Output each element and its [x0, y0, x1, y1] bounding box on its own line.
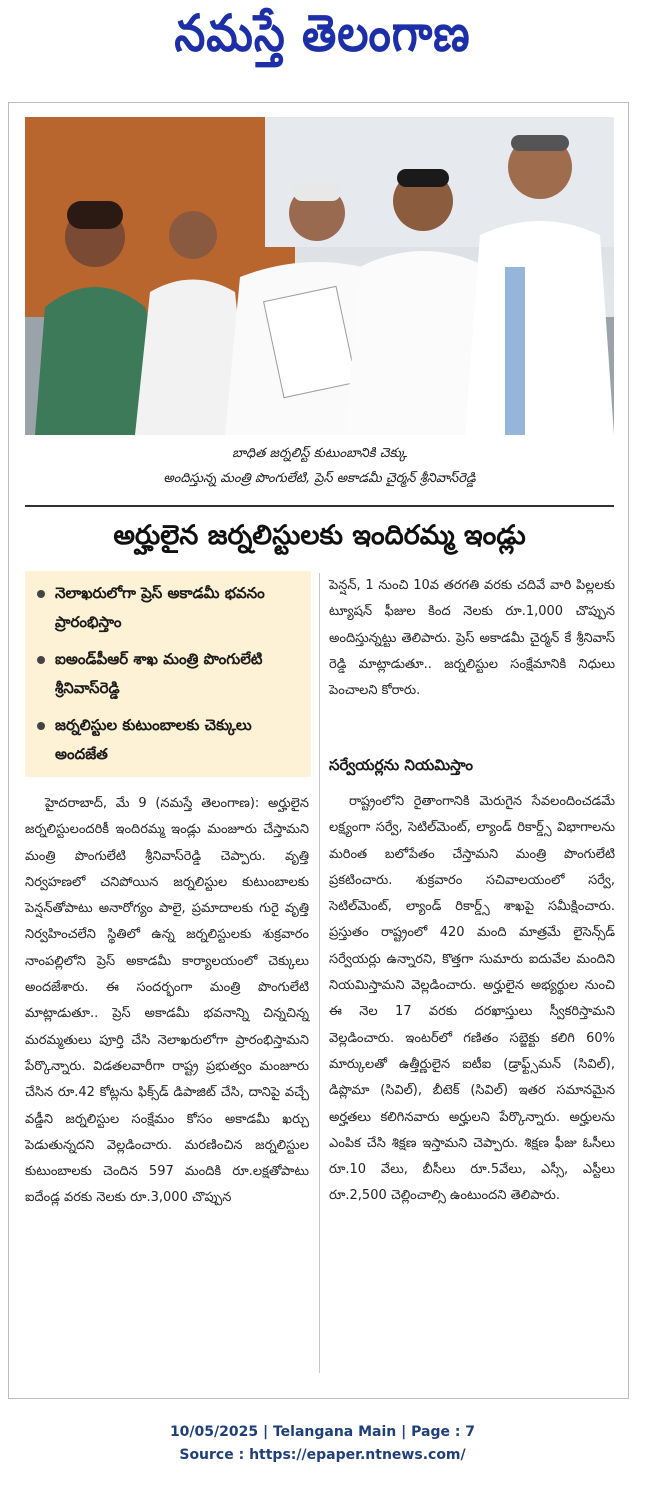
subheading: సర్వేయర్లను నియమిస్తాం: [329, 756, 474, 774]
footer-date-page: 10/05/2025 | Telangana Main | Page : 7: [169, 1424, 476, 1440]
highlight-item: [37, 711, 299, 769]
article-clipping: [8, 102, 629, 1399]
footer-source-link[interactable]: Source : https://epaper.ntnews.com/: [179, 1447, 466, 1463]
highlight-text: ఐఅండ్‌పీఆర్ శాఖ మంత్రి పొంగులేటి శ్రీనివాస్‌రెడ్డి: [55, 650, 263, 697]
right-column-top: [329, 573, 615, 704]
right-column-top-text: పెన్షన్, 1 నుంచి 10వ తరగతి వరకు చదివే వారి పిల్లలకు ట్యూషన్ ఫీజుల కింద నెలకు రూ.1,000 చొప్పున అందిస్తున్నట్టు తెలిపారు. ప్రెస్ అకాడమీ చైర్మన్ కే శ్రీనివాస్ రెడ్డి మాట్లాడుతూ.. జర్నలిస్టుల సంక్షేమానికి నిధులు పెంచాలని కోరారు.: [329, 578, 615, 699]
masthead: [0, 4, 645, 72]
bullet-icon: [37, 656, 45, 664]
right-column: [329, 789, 615, 1210]
news-photo: [25, 117, 614, 435]
bullet-icon: [37, 590, 45, 598]
left-column-text: హైదరాబాద్, మే 9 (నమస్తే తెలంగాణ): అర్హులైన జర్నలిస్టులందరికీ ఇందిరమ్మ ఇండ్లు మంజూరు చేస్తామని మంత్రి పొంగులేటి శ్రీనివాస్‌రెడ్డి చెప్పారు. వృత్తి నిర్వహణలో చనిపోయిన జర్నలిస్టుల కుటుంబాలకు పెన్షన్‌తోపాటు అనారోగ్యం పాలై, ప్రమాదాలకు గురై వృత్తి నిర్వహించలేని స్థితిలో ఉన్న జర్నలిస్టులకు శుక్రవారం నాంపల్లిలోని ప్రెస్ అకాడమీ కార్యాలయంలో చెక్కులు అందజేశారు. ఈ సందర్భంగా మంత్రి పొంగులేటి మాట్లాడుతూ.. ప్రెస్ అకాడమీ భవనాన్ని చిన్నచిన్న మరమ్మతులు పూర్తి చేసి నెలాఖరులోగా ప్రారంభిస్తామని పేర్కొన్నారు. విడతలవారీగా రాష్ట్ర ప్రభుత్వం మంజూరు చేసిన రూ.42 కోట్లను ఫిక్స్‌డ్ డిపాజిట్ చేసి, దానిపై వచ్చే వడ్డీని జర్నలిస్టుల సంక్షేమం కోసం అకాడమీ ఖర్చు పెడుతున్నదని వెల్లడించారు. మరణించిన జర్నలిస్టుల కుటుంబాలకు చెందిన 597 మందికి రూ.లక్షతోపాటు ఐదేండ్ల వరకు నెలకు రూ.3,000 చొప్పున: [25, 796, 309, 1206]
left-column: [25, 791, 309, 1212]
caption-line-2: అందిస్తున్న మంత్రి పొంగులేటి, ప్రెస్ అకాడమీ చైర్మన్ శ్రీనివాస్‌రెడ్డి: [163, 471, 476, 486]
caption-line-1: బాధిత జర్నలిస్ట్ కుటుంబానికి చెక్కు: [232, 446, 407, 461]
highlight-text: జర్నలిస్టుల కుటుంబాలకు చెక్కులు అందజేత: [55, 716, 252, 763]
right-column-text: రాష్ట్రంలోని రైతాంగానికి మెరుగైన సేవలందించడమే లక్ష్యంగా సర్వే, సెటిల్‌మెంట్, ల్యాండ్ రికార్డ్స్ విభాగాలను మరింత బలోపేతం చేస్తామని మంత్రి పొంగులేటి ప్రకటించారు. శుక్రవారం సచివాలయంలో సర్వే, సెటిల్‌మెంట్, ల్యాండ్ రికార్డ్స్ శాఖపై సమీక్షించారు. ప్రస్తుతం రాష్ట్రంలో 420 మంది మాత్రమే లైసెన్స్‌డ్ సర్వేయర్లు ఉన్నారని, కొత్తగా సుమారు ఐదువేల మందిని నియమిస్తామని వెల్లడించారు. అర్హులైన అభ్యర్థుల నుంచి ఈ నెల 17 వరకు దరఖాస్తులు స్వీకరిస్తామని వెల్లడించారు. ఇంటర్‌లో గణితం సబ్జెక్టు కలిగి 60% మార్కులతో ఉత్తీర్ణులైన ఐటీఐ (డ్రాఫ్ట్స్‌మన్ (సివిల్), డిప్లొమా (సివిల్), బీటెక్ (సివిల్) ఇతర సమానమైన అర్హతలు కలిగినవారు అర్హులని పేర్కొన్నారు. అర్హులను ఎంపిక చేసి శిక్షణ ఇస్తామని చెప్పారు. శిక్షణ ఫీజు ఓసీలు రూ.10 వేలు, బీసీలు రూ.5వేలు, ఎస్సీ, ఎస్టీలు రూ.2,500 చెల్లించాల్సి ఉంటుందని తెలిపారు.: [329, 794, 615, 1204]
bullet-icon: [37, 722, 45, 730]
masthead-title: నమస్తే తెలంగాణ: [174, 4, 471, 63]
column-divider: [319, 573, 320, 1373]
highlight-item: [37, 645, 299, 703]
headline: అర్హులైన జర్నలిస్టులకు ఇందిరమ్మ ఇండ్లు: [25, 505, 614, 561]
highlight-text: నెలాఖరులోగా ప్రెస్ అకాడమీ భవనం ప్రారంభిస్తాం: [55, 584, 265, 631]
highlight-item: [37, 579, 299, 637]
photo-caption: [25, 441, 614, 491]
highlight-box: [25, 571, 311, 777]
